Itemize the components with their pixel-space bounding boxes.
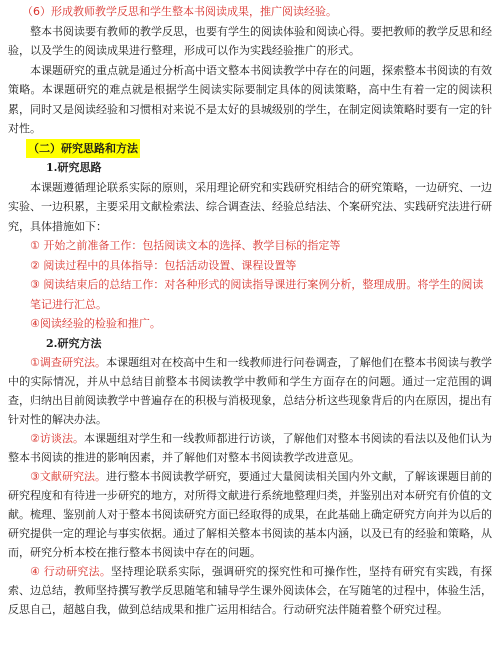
- method-survey: [8, 353, 492, 429]
- step-item-2: ② 阅读过程中的具体指导：包括活动设置、课程设置等: [30, 258, 297, 272]
- method-action: [8, 562, 492, 619]
- section-heading: （二）研究思路和方法: [26, 139, 140, 159]
- method-term: ④ 行动研究法。: [30, 565, 112, 578]
- method-term: ①调查研究法。: [30, 356, 107, 369]
- method-interview: [8, 429, 492, 467]
- method-text: 进行整本书阅读教学研究，要通过大量阅读相关国内外文献，了解该课题目前的研究程度和有待进一步研究的地方，对所得文献进行系统地整理归类，并鉴别出对本研究有价值的文献。梳理、鉴别前人对于整本书阅读研究方面已经取得的成果，在此基础上确定研究方向并为以后的研究提供一定的理论与事实依据。通过了解相关整本书阅读的基本内涵，以及已有的经验和策略，从而，研究分析本校在推行整本书阅读中存在的问题。: [8, 470, 492, 559]
- step-item-1: ① 开始之前准备工作：包括阅读文本的选择、教学目标的指定等: [30, 239, 341, 252]
- method-term: ③文献研究法。: [30, 470, 107, 483]
- method-text: 本课题组对在校高中生和一线教师进行问卷调查，了解他们在整本书阅读与教学中的实际情况，并从中总结目前整本书阅读教学中教师和学生方面存在的问题。通过一定范围的调查，归纳出目前阅读教学中普遍存在的积极与消极现象，总结分析这些现象背后的内在原因，提出有针对性的解决办法。: [8, 356, 492, 426]
- method-literature: [8, 467, 492, 562]
- paragraph-focus-difficulty: 本课题研究的重点就是通过分析高中语文整本书阅读教学中存在的问题，探索整本书阅读的有效策略。本课题研究的难点就是根据学生阅读实际要制定具体的阅读策略，高中生有着一定的阅读积累，同时又是阅读经验和习惯相对来说不是太好的县城级别的学生，在制定阅读策略时要有一定的针对性。: [8, 63, 492, 135]
- subheading-research-method: 2.研究方法: [46, 336, 102, 350]
- paragraph-reflection: 整本书阅读要有教师的教学反思，也要有学生的阅读体验和阅读心得。要把教师的教学反思和经验，以及学生的阅读成果进行整理，形成可以作为实践经验推广的形式。: [8, 24, 492, 57]
- method-text: 本课题组对学生和一线教师都进行访谈，了解他们对整本书阅读的看法以及他们认为整本书阅读的推进的影响因素，并了解他们对整本书阅读教学改进意见。: [8, 432, 492, 464]
- step-item-3: ③ 阅读结束后的总结工作：对各种形式的阅读指导课进行案例分析，整理成册。将学生的阅读笔记进行汇总。: [30, 278, 484, 311]
- section-heading-line: [8, 139, 492, 159]
- method-term: ②访谈法。: [30, 432, 84, 445]
- step-item-4: ④阅读经验的检验和推广。: [30, 317, 161, 330]
- paragraph-principle: 本课题遵循理论联系实际的原则，采用理论研究和实践研究相结合的研究策略，一边研究、一边实验、一边积累，主要采用文献检索法、综合调查法、经验总结法、个案研究法、实践研究法进行研究，具体措施如下：: [8, 180, 492, 233]
- method-text: 坚持理论联系实际，强调研究的探究性和可操作性，坚持有研究有实践，有探索、边总结，教师坚持撰写教学反思随笔和辅导学生课外阅读体会，在写随笔的过程中，体验生活，反思自己，超越自我，做到总结成果和推广运用相结合。行动研究法伴随着整个研究过程。: [8, 565, 492, 616]
- subheading-research-idea: 1.研究思路: [46, 161, 102, 174]
- heading-6: （6）形成教师教学反思和学生整本书阅读成果，推广阅读经验。: [22, 5, 337, 18]
